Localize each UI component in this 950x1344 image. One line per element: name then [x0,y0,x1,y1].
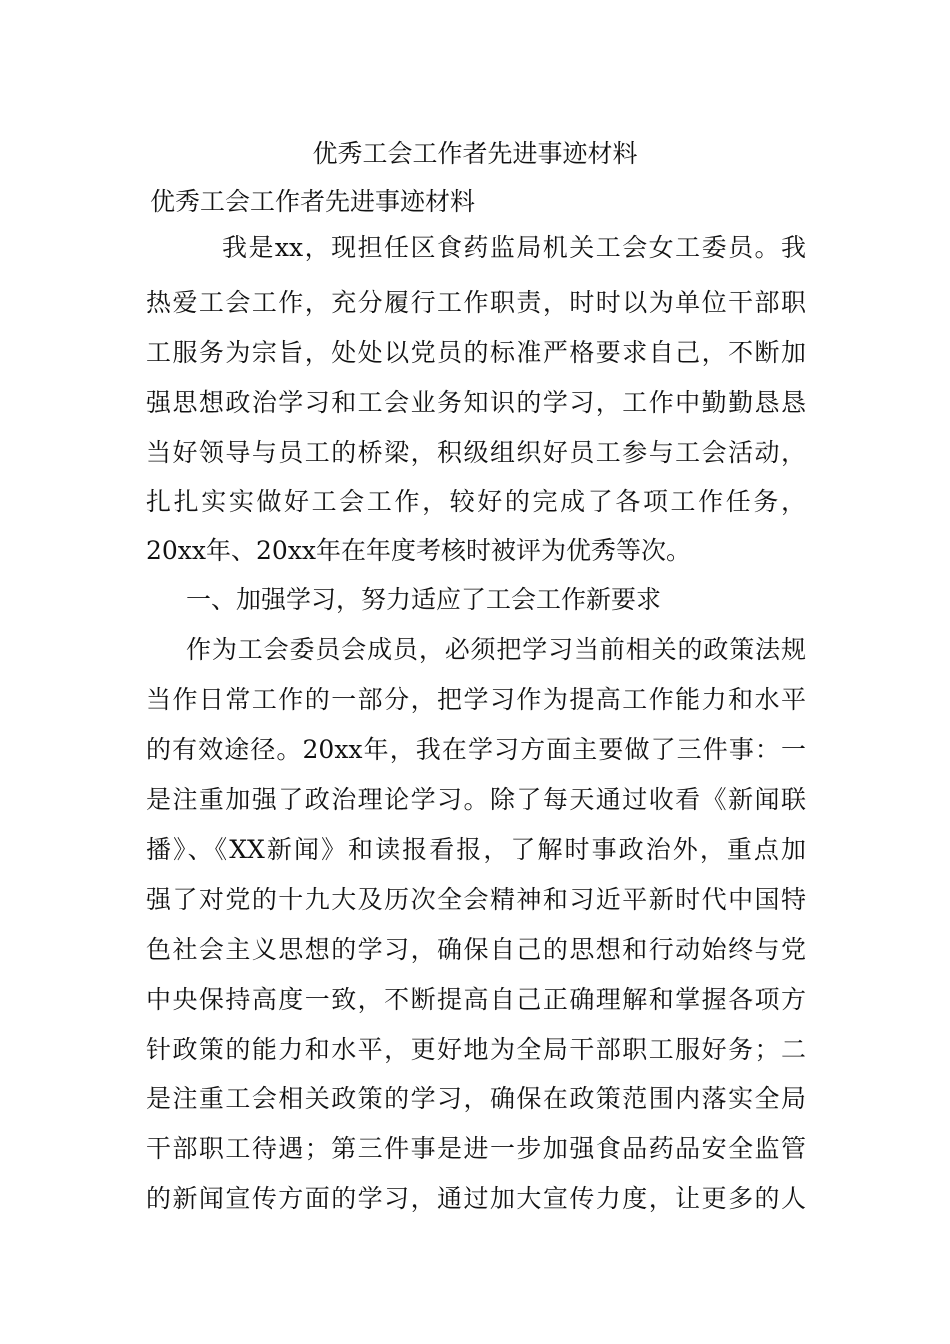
text-line: 的有效途径。20xx年，我在学习方面主要做了三件事：一 [146,735,806,764]
text-line: 作为工会委员会成员，必须把学习当前相关的政策法规 [186,635,806,664]
text-line: 工服务为宗旨，处处以党员的标准严格要求自己，不断加 [146,338,806,367]
text-line: 20xx年、20xx年在年度考核时被评为优秀等次。 [146,536,692,565]
text-line: 干部职工待遇；第三件事是进一步加强食品药品安全监管 [146,1134,806,1163]
text-line: 针政策的能力和水平，更好地为全局干部职工服好务；二 [146,1035,806,1064]
text-line: 扎扎实实做好工会工作，较好的完成了各项工作任务， [146,487,806,516]
text-line: 是注重加强了政治理论学习。除了每天通过收看《新闻联 [146,785,806,814]
text-line: 当好领导与员工的桥梁，积级组织好员工参与工会活动， [146,438,806,467]
text-line: 色社会主义思想的学习，确保自己的思想和行动始终与党 [146,935,806,964]
text-line: 强了对党的十九大及历次全会精神和习近平新时代中国特 [146,885,806,914]
document-title: 优秀工会工作者先进事迹材料 [312,139,638,168]
text-line: 强思想政治学习和工会业务知识的学习，工作中勤勤恳恳 [146,388,806,417]
text-line: 的新闻宣传方面的学习，通过加大宣传力度，让更多的人 [146,1184,806,1213]
text-line: 热爱工会工作，充分履行工作职责，时时以为单位干部职 [146,288,806,317]
text-line: 当作日常工作的一部分，把学习作为提高工作能力和水平 [146,685,806,714]
text-line: 是注重工会相关政策的学习，确保在政策范围内落实全局 [146,1084,806,1113]
document-subtitle: 优秀工会工作者先进事迹材料 [150,187,476,216]
section-heading: 一、加强学习，努力适应了工会工作新要求 [186,585,662,614]
text-line: 中央保持高度一致，不断提高自己正确理解和掌握各项方 [146,985,806,1014]
text-line: 我是xx，现担任区食药监局机关工会女工委员。我 [222,233,806,262]
text-line: 播》、《XX新闻》和读报看报，了解时事政治外，重点加 [146,835,806,864]
